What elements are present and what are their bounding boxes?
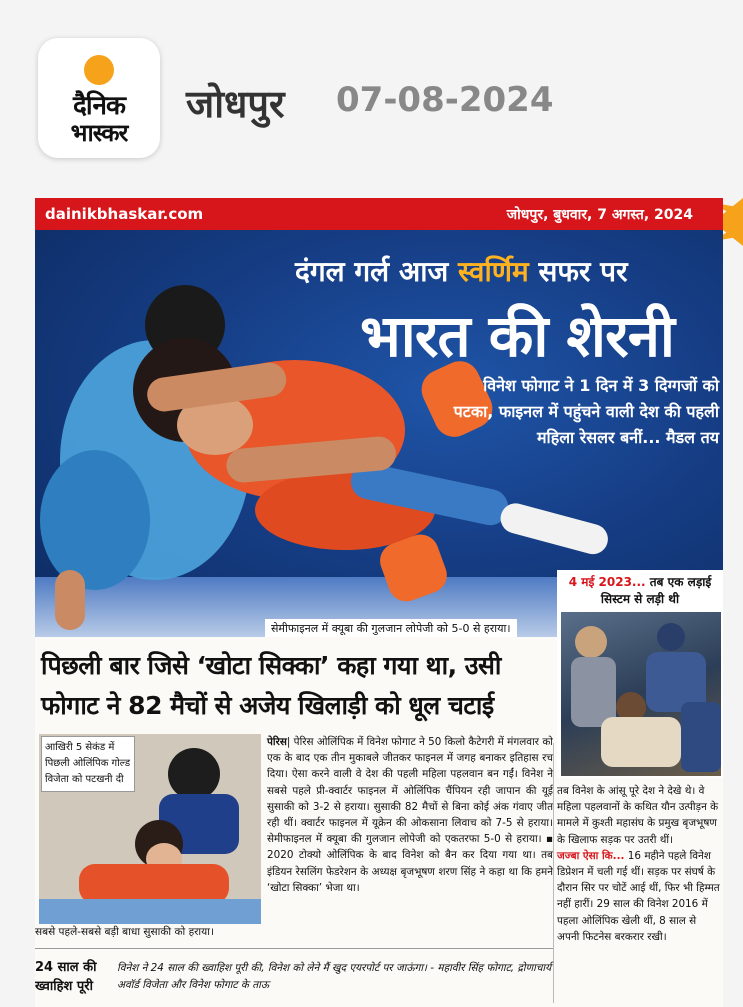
side-body1: तब विनेश के आंसू पूरे देश ने देखे थे। वे महिला पहलवानों के कथित यौन उत्पीड़न के मामले में कुश्ती महासंघ के प्रमुख बृजभूषण के खिलाफ सड़क पर उतरी थीं। [557,785,719,846]
bottom-rule [35,948,553,949]
dateline: जोधपुर, बुधवार, 7 अगस्त, 2024 [506,207,693,223]
hero-subhead: विनेश फोगाट ने 1 दिन में 3 दिग्गजों को पटका, फाइनल में पहुंचने वाली देश की पहली महिला रेसलर बनीं... मैडल तय [453,376,719,447]
edition-city: जोधपुर [186,82,285,126]
secondary-headline: पिछली बार जिसे ‘खोटा सिक्का’ कहा गया था, उसी फोगाट ने 82 मैचों से अजेय खिलाड़ी को धूल चटाई [41,651,501,720]
inset-title [557,574,723,608]
newspaper-page [35,198,723,1007]
side-column [557,783,721,945]
protest-photo [561,612,721,776]
side-red-lead: जज्बा ऐसा कि... [557,849,625,862]
hero-kicker [295,252,628,290]
inset-title-text: तब एक लड़ाई सिस्टम से लड़ी थी [600,575,712,606]
site-url: dainikbhaskar.com [45,205,204,223]
hero-caption: सेमीफाइनल में क्यूबा की गुलजान लोपेजी को 5-0 से हराया। [265,619,517,637]
inset-title-date: 4 मई 2023... [568,575,646,589]
side-body2: 16 महीने पहले विनेश डिप्रेशन में चली गई थीं। सड़क पर संघर्ष के दौरान सिर पर चोटें आई थीं, फिर भी हिम्मत नहीं हारीं। 29 साल की विनेश 2016 में पहला ओलिंपिक खेली थीं, 8 साल से अपनी फिटनेस बरकरार रखी। [557,849,720,943]
kicker-text: दंगल गर्ल आज [295,255,459,288]
photo-caption-bottom: सबसे पहले-सबसे बड़ी बाधा सुसाकी को हराया। [35,926,214,938]
article-lead: पेरिस [267,736,287,748]
dainik-bhaskar-logo [38,38,160,158]
logo-line2: भास्कर [70,119,128,147]
protest-illustration [561,612,721,776]
protest-inset [557,570,723,778]
kicker-gold-text: स्वर्णिम [458,255,529,288]
sun-icon [84,55,114,85]
article-body-text: | पेरिस ओलिंपिक में विनेश फोगाट ने 50 किलो कैटेगरी में मंगलवार को एक के बाद एक तीन मुकाबले जीतकर फाइनल में जगह बनाकर इतिहास रच दिया। ऐसा करने वाली वे देश की पहली महिला पहलवान बन गईं। विनेश ने सबसे पहले प्री-क्वार्टर फाइनल में ओलिंपिक चैंपियन रही जापान की यूई सुसाकी को 3-2 से हराया। सुसाकी 82 मैचों से बिना कोई अंक गंवाए जीत रही थीं। क्वार्टर फाइनल में यूक्रेन की ओकसाना लिवाच को 7-5 से हराया। सेमीफाइनल में क्यूबा की गुलजान लोपेजी को एकतरफा 5-0 से हराया। ▪ 2020 टोक्यो ओलिंपिक के बाद विनेश को बैन कर दिया गया था। तब इंडियन रेसलिंग फेडरेशन के अध्यक्ष बृजभूषण शरण सिंह ने कहा था कि हमने ‘खोटा सिक्का’ भेजा था। [267,736,553,894]
quote-title: 24 साल की ख्वाहिश पूरी [35,960,97,994]
main-headline: भारत की शेरनी [360,302,674,370]
quote-text: विनेश ने 24 साल की ख्वाहिश पूरी की, विनेश को लेने मैं खुद एयरपोर्ट पर जाऊंगा। - महावीर सिंह फोगाट, द्रोणाचार्य अवॉर्ड विजेता और विनेश फोगाट के ताऊ [117,962,552,991]
kicker-text-end: सफर पर [528,255,628,288]
logo-line1: दैनिक [73,91,125,121]
column-divider [553,743,554,1003]
article-body [267,734,553,896]
photo-caption-box: आखिरी 5 सेकंड में पिछली ओलिंपिक गोल्ड विजेता को पटखनी दी [41,736,135,792]
masthead-bar [35,198,723,230]
edition-date: 07-08-2024 [336,80,554,120]
